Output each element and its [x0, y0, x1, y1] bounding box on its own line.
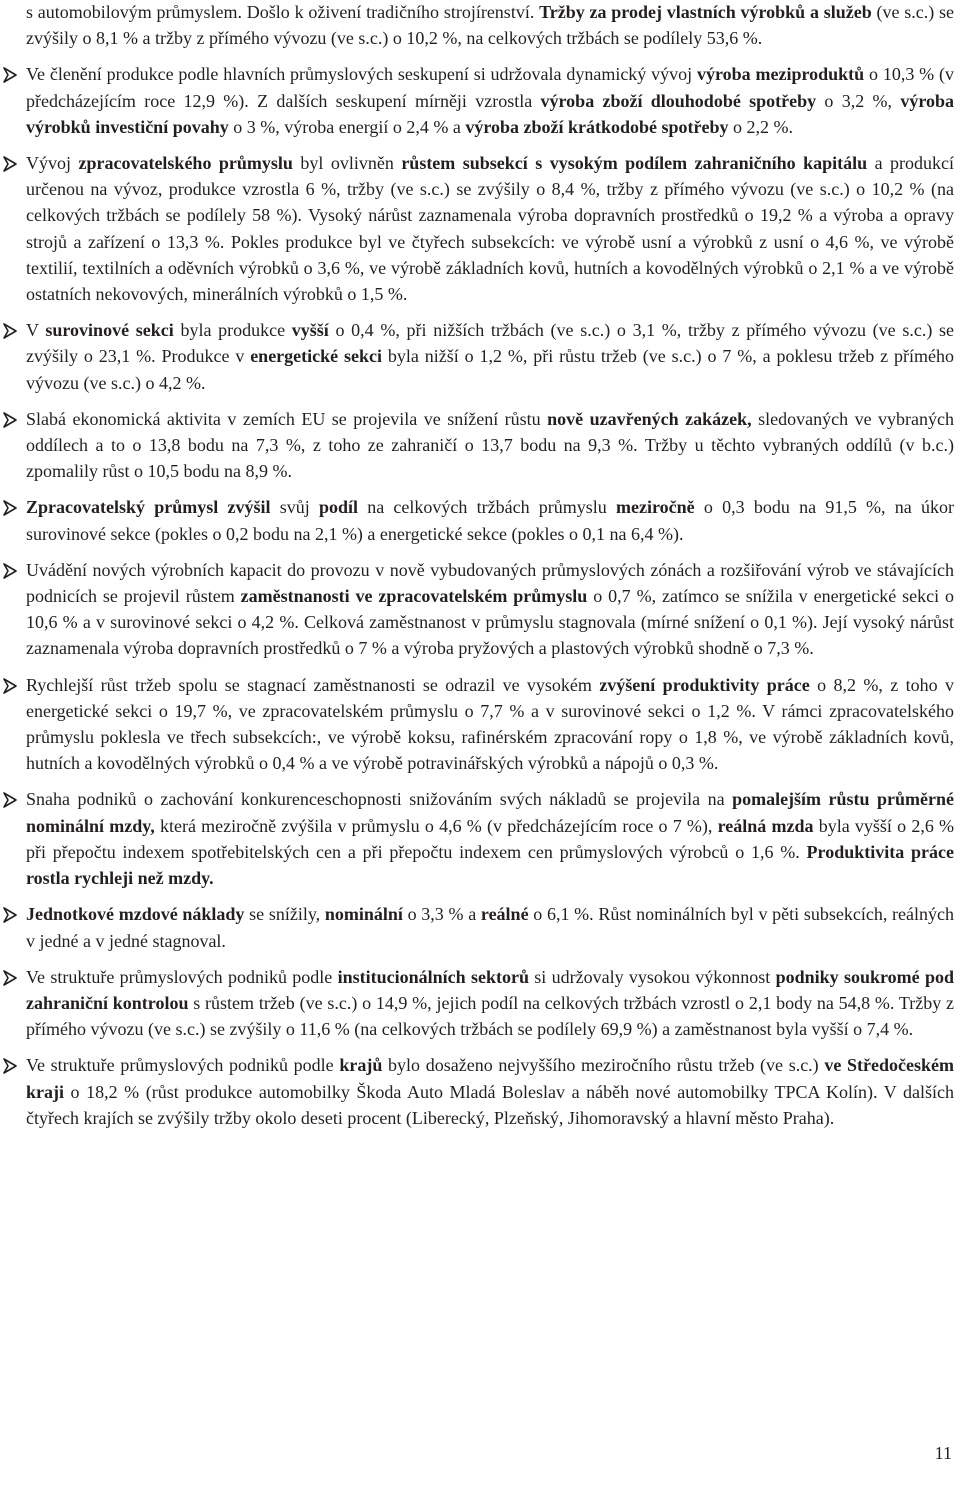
- arrowhead-bullet-icon: [2, 67, 18, 83]
- arrowhead-bullet-icon: [2, 323, 18, 339]
- arrowhead-bullet-icon: [2, 1058, 18, 1074]
- bullet-text: Rychlejší růst tržeb spolu se stagnací zaměstnanosti se odrazil ve vysokém zvýšení produktivity práce o 8,2 %, z toho v energetické sekci o 19,7 %, ve zpracovatelském průmyslu o 7,7 % a v surovinové sekci o 1,2 %. V rámci zpracovatelského průmyslu poklesla ve třech subsekcích:, ve výrobě koksu, rafinérském zpracování ropy o 1,8 %, ve výrobě základních kovů, hutních a kovodělných výrobků o 0,4 % a ve výrobě potravinářských výrobků a nápojů o 0,3 %.: [26, 674, 955, 774]
- bullet-item: [26, 317, 954, 396]
- bullet-text: Zpracovatelský průmysl zvýšil svůj podíl na celkových tržbách průmyslu meziročně o 0,3 bodu na 91,5 %, na úkor surovinové sekce (pokles o 0,2 bodu na 2,1 %) a energetické sekce (pokles o 0,1 na 6,4 %).: [26, 497, 954, 544]
- bullet-item: [26, 964, 954, 1043]
- bullet-item: [26, 61, 954, 140]
- bullet-text: V surovinové sekci byla produkce vyšší o 0,4 %, při nižších tržbách (ve s.c.) o 3,1 %, tržby z přímého vývozu (ve s.c.) se zvýšily o 23,1 %. Produkce v energetické sekci byla nižší o 1,2 %, při růstu tržeb (ve s.c.) o 7 %, a poklesu tržeb z přímého vývozu (ve s.c.) o 4,2 %.: [26, 320, 954, 393]
- bullet-item: [26, 672, 954, 777]
- arrowhead-bullet-icon: [2, 907, 18, 923]
- bullet-item: [26, 494, 954, 546]
- bullet-item: [26, 150, 954, 307]
- arrowhead-bullet-icon: [2, 563, 18, 579]
- arrowhead-bullet-icon: [2, 678, 18, 694]
- intro-paragraph: s automobilovým průmyslem. Došlo k oživení tradičního strojírenství. Tržby za prodej vlastních výrobků a služeb (ve s.c.) se zvýšily o 8,1 % a tržby z přímého vývozu (ve s.c.) o 10,2 %, na celkových tržbách se podílely 53,6 %.: [26, 2, 955, 49]
- bullet-text: Ve struktuře průmyslových podniků podle institucionálních sektorů si udržovaly vysokou výkonnost podniky soukromé pod zahraniční kontrolou s růstem tržeb (ve s.c.) o 14,9 %, jejich podíl na celkových tržbách vzrostl o 2,1 body na 54,8 %. Tržby z přímého vývozu (ve s.c.) se zvýšily o 11,6 % (na celkových tržbách se podílely 69,9 %) a zaměstnanost byla vyšší o 7,4 %.: [26, 966, 954, 1040]
- bullet-text: Jednotkové mzdové náklady se snížily, nominální o 3,3 % a reálné o 6,1 %. Růst nominálních byl v pěti subsekcích, reálných v jedné a v jedné stagnoval.: [26, 904, 955, 951]
- bullet-text: Ve struktuře průmyslových podniků podle krajů bylo dosaženo nejvyššího meziročního růstu tržeb (ve s.c.) ve Středočeském kraji o 18,2 % (růst produkce automobilky Škoda Auto Mladá Boleslav a náběh nové automobilky TPCA Kolín). V dalších čtyřech krajích se zvýšily tržby okolo deseti procent (Liberecký, Plzeňský, Jihomoravský a hlavní město Praha).: [26, 1055, 954, 1128]
- arrowhead-bullet-icon: [2, 792, 18, 808]
- page-number: 11: [934, 1443, 952, 1463]
- bullet-item: [26, 406, 954, 485]
- bullet-text: Snaha podniků o zachování konkurenceschopnosti snižováním svých nákladů se projevila na pomalejším růstu průměrné nominální mzdy, která meziročně zvýšila v průmyslu o 4,6 % (v předcházejícím roce o 7 %), reálná mzda byla vyšší o 2,6 % při přepočtu indexem spotřebitelských cen a při přepočtu indexem cen průmyslových výrobců o 1,6 %. Produktivita práce rostla rychleji než mzdy.: [26, 789, 955, 889]
- arrowhead-bullet-icon: [2, 156, 18, 172]
- bullet-item: [26, 901, 954, 953]
- bullet-text: Ve členění produkce podle hlavních průmyslových seskupení si udržovala dynamický vývoj výroba meziproduktů o 10,3 % (v předcházejícím roce 12,9 %). Z dalších seskupení mírněji vzrostla výroba zboží dlouhodobé spotřeby o 3,2 %, výroba výrobků investiční povahy o 3 %, výroba energií o 2,4 % a výroba zboží krátkodobé spotřeby o 2,2 %.: [26, 64, 954, 137]
- bullet-text: Vývoj zpracovatelského průmyslu byl ovlivněn růstem subsekcí s vysokým podílem zahraničního kapitálu a produkcí určenou na vývoz, produkce vzrostla 6 %, tržby (ve s.c.) se zvýšily o 8,4 %, tržby z přímého vývozu (ve s.c.) o 10,2 % (na celkových tržbách se podílely 58 %). Vysoký nárůst zaznamenala výroba dopravních prostředků o 19,2 % a výroba a opravy strojů a zařízení o 13,3 %. Pokles produkce byl ve čtyřech subsekcích: ve výrobě usní a výrobků z usní o 4,6 %, ve výrobě textilií, textilních a oděvních výrobků o 3,6 %, ve výrobě základních kovů, hutních a kovodělných výrobků o 2,1 % a ve výrobě ostatních nekovových, minerálních výrobků o 1,5 %.: [26, 153, 955, 305]
- bullet-text: Slabá ekonomická aktivita v zemích EU se projevila ve snížení růstu nově uzavřených zakázek, sledovaných ve vybraných oddílech a to o 13,8 bodu na 7,3 %, z toho ze zahraničí o 13,7 bodu na 9,3 %. Tržby u těchto vybraných oddílů (v b.c.) zpomalily růst o 10,5 bodu na 8,9 %.: [26, 408, 955, 482]
- bullet-item: [26, 557, 954, 662]
- bullet-item: [26, 1052, 954, 1131]
- arrowhead-bullet-icon: [2, 412, 18, 428]
- arrowhead-bullet-icon: [2, 970, 18, 986]
- bullet-text: Uvádění nových výrobních kapacit do provozu v nově vybudovaných průmyslových zónách a rozšiřování výrob ve stávajících podnicích se projevil růstem zaměstnanosti ve zpracovatelském průmyslu o 0,7 %, zatímco se snížila v energetické sekci o 10,6 % a v surovinové sekci o 4,2 %. Celková zaměstnanost v průmyslu stagnovala (mírné snížení o 0,1 %). Její vysoký nárůst zaznamenala výroba dopravních prostředků o 7 % a výroba pryžových a plastových výrobků shodně o 7,3 %.: [26, 559, 955, 659]
- bullet-item: [26, 786, 954, 891]
- document-body: [26, 0, 954, 1141]
- bullet-list: [26, 61, 954, 1131]
- arrowhead-bullet-icon: [2, 500, 18, 516]
